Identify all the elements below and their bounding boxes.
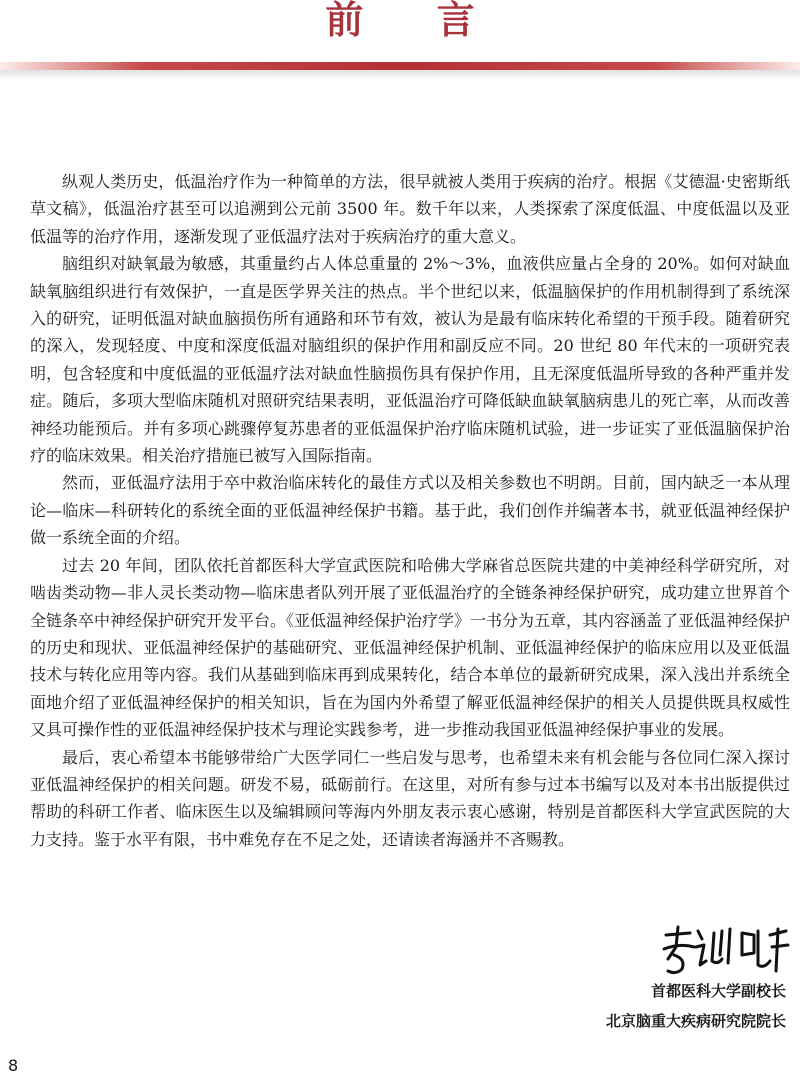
page-number: 8 [8,1056,19,1075]
paragraph-2: 脑组织对缺氧最为敏感，其重量约占人体总重量的 2%～3%，血液供应量占全身的 20%。如何对缺血缺氧脑组织进行有效保护，一直是医学界关注的热点。半个世纪以来，低温脑保护的作用机制得到了系统深入的研究，证明低温对缺血脑损伤所有通路和环节有效，被认为是最有临床转化希望的干预手段。随着研究的深入，发现轻度、中度和深度低温对脑组织的保护作用和副反应不同。20 世纪 80 年代末的一项研究表明，包含轻度和中度低温的亚低温疗法对缺血性脑损伤具有保护作用，且无深度低温所导致的各种严重并发症。随后，多项大型临床随机对照研究结果表明，亚低温治疗可降低缺血缺氧脑病患儿的死亡率，从而改善神经功能预后。并有多项心跳骤停复苏患者的亚低温保护治疗临床随机试验，进一步证实了亚低温脑保护治疗的临床效果。相关治疗措施已被写入国际指南。 [30,254,790,466]
preface-body [30,168,790,853]
paragraph-3: 然而，亚低温疗法用于卒中救治临床转化的最佳方式以及相关参数也不明朗。目前，国内缺乏一本从理论—临床—科研转化的系统全面的亚低温神经保护书籍。基于此，我们创作并编著本书，就亚低温神经保护做一系统全面的介绍。 [30,473,790,548]
handwritten-signature [660,925,790,977]
signer-title: 首都医科大学副校长 [650,982,786,1000]
divider-shadow [0,70,800,80]
paragraph-5: 最后，衷心希望本书能够带给广大医学同仁一些启发与思考，也希望未来有机会能与各位同仁深入探讨亚低温神经保护的相关问题。研发不易，砥砺前行。在这里，对所有参与过本书编写以及对本书出版提供过帮助的科研工作者、临床医生以及编辑顾问等海内外朋友表示衷心感谢，特别是首都医科大学宣武医院的大力支持。鉴于水平有限，书中难免存在不足之处，还请读者海涵并不吝赐教。 [30,747,790,849]
signer-affiliation: 北京脑重大疾病研究院院长 [605,1012,786,1030]
page-title: 前 言 [325,0,505,42]
title-divider [0,62,800,70]
paragraph-4: 过去 20 年间，团队依托首都医科大学宣武医院和哈佛大学麻省总医院共建的中美神经科学研究所，对啮齿类动物—非人灵长类动物—临床患者队列开展了亚低温治疗的全链条神经保护研究，成功建立世界首个全链条卒中神经保护研究开发平台。《亚低温神经保护治疗学》一书分为五章，其内容涵盖了亚低温神经保护的历史和现状、亚低温神经保护的基础研究、亚低温神经保护机制、亚低温神经保护的临床应用以及亚低温技术与转化应用等内容。我们从基础到临床再到成果转化，结合本单位的最新研究成果，深入浅出并系统全面地介绍了亚低温神经保护的相关知识，旨在为国内外希望了解亚低温神经保护的相关人员提供既具权威性又具可操作性的亚低温神经保护技术与理论实践参考，进一步推动我国亚低温神经保护事业的发展。 [30,555,791,740]
paragraph-1: 纵观人类历史，低温治疗作为一种简单的方法，很早就被人类用于疾病的治疗。根据《艾德温·史密斯纸草文稿》，低温治疗甚至可以追溯到公元前 3500 年。数千年以来，人类探索了深度低温、中度低温以及亚低温等的治疗作用，逐渐发现了亚低温疗法对于疾病治疗的重大意义。 [30,172,790,246]
